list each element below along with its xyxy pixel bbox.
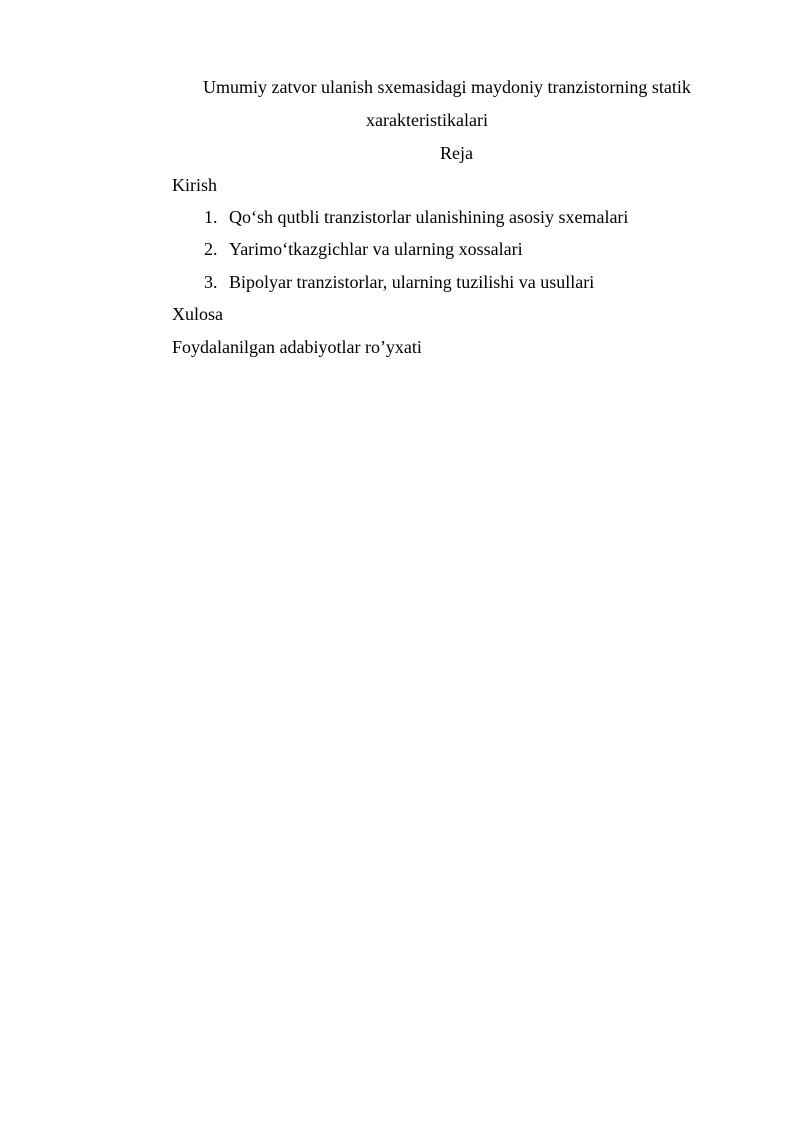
toc-item — [204, 271, 594, 293]
plan-heading: Reja — [440, 143, 473, 163]
document-title-line-2: xarakteristikalari — [366, 110, 488, 130]
toc-references: Foydalanilgan adabiyotlar ro’yxati — [172, 337, 422, 357]
toc-item-text: Qo‘sh qutbli tranzistorlar ulanishining asosiy sxemalari — [229, 207, 629, 227]
toc-conclusion: Xulosa — [172, 304, 223, 324]
toc-item-text: Bipolyar tranzistorlar, ularning tuzilishi va usullari — [229, 272, 595, 292]
toc-introduction: Kirish — [172, 175, 217, 195]
document-title-line-1: Umumiy zatvor ulanish sxemasidagi maydoniy tranzistorning statik — [203, 77, 691, 97]
toc-item — [204, 238, 523, 260]
toc-item-number: 1. — [204, 207, 218, 227]
toc-item — [204, 206, 628, 228]
toc-item-text: Yarimo‘tkazgichlar va ularning xossalari — [229, 239, 523, 259]
toc-item-number: 3. — [204, 272, 218, 292]
toc-item-number: 2. — [204, 239, 218, 259]
